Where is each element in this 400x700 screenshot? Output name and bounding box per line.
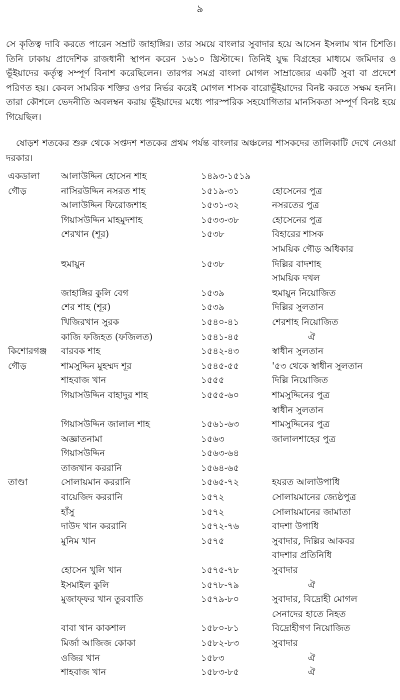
- row-note: নসরতের পুত্র: [272, 201, 320, 212]
- row-years: ১৫৬১-৬৩: [201, 420, 240, 431]
- row-ruler-name: শাহবাজ খান: [61, 376, 107, 387]
- row-note: ঐ: [308, 580, 316, 591]
- row-years: ১৫৭২-৭৬: [201, 522, 240, 533]
- row-ruler-name: হাঁসু: [61, 507, 75, 518]
- row-years: ১৫৭৮-৭৯: [201, 580, 240, 591]
- table-row: [8, 535, 396, 550]
- row-years: ১৫১৯-৩১: [201, 186, 240, 197]
- table-row: [8, 185, 396, 200]
- row-years: ১৫৭৯-৮০: [201, 595, 240, 606]
- table-row: [8, 476, 396, 491]
- row-note: হোসেনের পুত্র: [272, 186, 323, 197]
- row-years: ১৫৮৩: [201, 653, 225, 664]
- row-years: ১৫৬৪-৬৫: [201, 463, 240, 474]
- row-years: ১৫৭৫: [201, 536, 225, 547]
- table-row: [8, 637, 396, 652]
- table-row: [8, 506, 396, 521]
- row-years: ১৫৭৫-৭৮: [201, 566, 240, 577]
- row-note: সুবাদার, দিল্লির আকবর: [272, 536, 355, 547]
- row-ruler-name: আলাউদ্দিন হোসেন শাহ: [61, 172, 147, 182]
- row-years: ১৫৩৩-৩৮: [201, 215, 240, 226]
- row-ruler-name: ইসমাইল কুলি: [61, 580, 110, 591]
- row-ruler-name: কাজি ফজিহত (ফজিলত): [61, 332, 153, 343]
- list-intro-paragraph: ষোড়শ শতকের শুরু থেকে সপ্তদশ শতকের প্রথম পর্যন্ত বাংলার অঞ্চলের শাসকদের তালিকাটি দেখে নেওয়া দরকার।: [6, 139, 396, 164]
- row-note: স্বাধীন সুলতান: [272, 405, 324, 416]
- row-note: বাদশা উপাধি: [272, 522, 319, 533]
- row-ruler-name: গিয়াসউদ্দিন জালাল শাহ: [61, 420, 151, 431]
- row-ruler-name: দাউদ খান কররানি: [61, 522, 127, 533]
- row-ruler-name: শামসুদ্দিন মুহম্মদ শূর: [61, 361, 132, 372]
- row-note: হুমায়ুন নিয়োজিত: [272, 288, 336, 299]
- row-ruler-name: তাজখান কররানি: [61, 463, 122, 474]
- table-row: [8, 287, 396, 302]
- row-ruler-name: খিজিরখান সুরক: [61, 317, 120, 328]
- row-years: ১৫৫৫-৬০: [201, 390, 240, 401]
- row-note: বাদশার প্রতিনিধি: [272, 551, 332, 562]
- row-ruler-name: গিয়াসউদ্দিন মাহমুদশাহ: [61, 215, 143, 226]
- row-ruler-name: শের শাহ (শূর): [61, 303, 111, 314]
- row-years: ১৫৬৩-৬৪: [201, 449, 240, 460]
- row-ruler-name: জাহাঙ্গির কুলি বেগ: [61, 288, 129, 299]
- row-ruler-name: হুমায়ুন: [61, 259, 86, 270]
- row-place: গৌড়: [8, 361, 27, 372]
- table-row: [8, 243, 396, 258]
- row-ruler-name: অজ্ঞাতনামা: [61, 434, 103, 445]
- table-row: [8, 331, 396, 346]
- row-note: '৫৩ থেকে স্বাধীন সুলতান: [272, 361, 363, 372]
- table-row: [8, 462, 396, 477]
- table-row: [8, 199, 396, 214]
- table-row: [8, 345, 396, 360]
- row-place: একডালা: [8, 172, 40, 182]
- row-note: শেরশাহ নিয়োজিত: [272, 317, 339, 328]
- row-note: হযরত আলাউপাধি: [272, 478, 340, 489]
- row-years: ১৫৮৩-৮৫: [201, 668, 240, 679]
- row-ruler-name: শাহবাজ খান: [61, 668, 107, 679]
- row-years: ১৫৪২-৪৩: [201, 347, 240, 358]
- row-note: দিল্লি নিয়োজিত: [272, 376, 328, 387]
- table-row: [8, 374, 396, 389]
- table-row: [8, 170, 396, 185]
- row-years: ১৫৫৫: [201, 376, 225, 387]
- row-years: ১৫৭২: [201, 507, 225, 518]
- table-row: [8, 316, 396, 331]
- table-row: [8, 608, 396, 623]
- row-ruler-name: বাবা খান কাকশাল: [61, 624, 126, 635]
- rulers-table: [8, 170, 396, 681]
- table-row: [8, 404, 396, 419]
- row-note: সুবাদার, বিদ্রোহী মোগল: [272, 595, 358, 606]
- table-row: [8, 491, 396, 506]
- row-ruler-name: বারবক শাহ: [61, 347, 101, 358]
- row-note: শামসুদ্দিনের পুত্র: [272, 420, 330, 431]
- row-ruler-name: সোলায়মান কররানি: [61, 478, 131, 489]
- row-note: দিল্লির সুলতান: [272, 303, 324, 314]
- table-row: [8, 447, 396, 462]
- row-note: সাময়িক গৌড় অধিকার: [272, 244, 354, 255]
- table-row: [8, 272, 396, 287]
- row-ruler-name: মির্জা আজিজ কোকা: [61, 639, 136, 649]
- table-row: [8, 228, 396, 243]
- table-row: [8, 520, 396, 535]
- row-years: ১৫৪০-৪১: [201, 317, 240, 328]
- table-row: [8, 622, 396, 637]
- row-note: জালালশাহের পুত্র: [272, 434, 336, 445]
- row-years: ১৪৯৩-১৫১৯: [201, 172, 251, 182]
- table-row: [8, 258, 396, 273]
- row-note: দিল্লির বাদশাহ: [272, 259, 322, 270]
- row-note: সুবাদার: [272, 639, 298, 649]
- row-note: সোলায়মানের জামাতা: [272, 507, 351, 518]
- row-place: তাণ্ডা: [8, 478, 28, 489]
- table-row: [8, 214, 396, 229]
- row-years: ১৫৬৫-৭২: [201, 478, 240, 489]
- row-note: বিদ্রোহীগণ নিয়োজিত: [272, 624, 351, 635]
- table-row: [8, 666, 396, 681]
- row-note: সোলায়মানের জ্যেষ্ঠপুত্র: [272, 493, 357, 504]
- row-note: বিহারের শাসক: [272, 230, 324, 241]
- row-note: সুবাদার: [272, 566, 298, 577]
- row-ruler-name: গিয়াসউদ্দিন বাহাদুর শাহ: [61, 390, 148, 401]
- table-row: [8, 301, 396, 316]
- row-years: ১৫৩৯: [201, 288, 225, 299]
- row-ruler-name: আলাউদ্দিন ফিরোজশাহ: [61, 201, 147, 212]
- intro-paragraph: সে কৃতিত্ব দাবি করতে পারেন সম্রাট জাহাঙ্গির। তার সময়ে বাংলার সুবাদার হয়ে আসেন ইসলাম খান চিশতি। তিনি ঢাকায় প্রাদেশিক রাজধানী স্থাপন করেন ১৬১০ খ্রিস্টাব্দে। তিনিই যুদ্ধ বিগ্রহের মাধ্যমে জমিদার ও ভূঁইয়াদের কর্তৃত্ব সম্পূর্ণ বিনাশ করেছিলেন। তারপর সমগ্র বাংলা মোগল সাম্রাজ্যের একটি সুবা বা প্রদেশে পরিণত হয়। কেবল সামরিক শক্তির ওপর নির্ভর করেই মোগল শাসক বারোভূঁইয়াদের বিনষ্ট করতে সক্ষম হননি। তারা কৌশলে ভেদনীতি অবলম্বন করায় ভূঁইয়াদের মধ্যে পারস্পরিক সহযোগিতার মানসিকতা সম্পূর্ণ বিনষ্ট হয়ে গিয়েছিল।: [6, 40, 396, 123]
- table-row: [8, 549, 396, 564]
- table-row: [8, 433, 396, 448]
- row-ruler-name: মুজাফ্ফর খান তুরবাতি: [61, 595, 143, 606]
- page-number: ৯: [196, 4, 204, 15]
- row-note: ঐ: [308, 653, 316, 664]
- row-note: স্বাধীন সুলতান: [272, 347, 324, 358]
- table-row: [8, 579, 396, 594]
- row-note: শামসুদ্দিনের পুত্র: [272, 390, 330, 401]
- table-row: [8, 593, 396, 608]
- row-ruler-name: গিয়াসউদ্দিন: [61, 449, 105, 460]
- row-note: ঐ: [308, 668, 316, 679]
- row-years: ১৫৩৯: [201, 303, 225, 314]
- row-note: ঐ: [308, 332, 316, 343]
- row-ruler-name: মুনিম খান: [61, 536, 96, 547]
- table-row: [8, 652, 396, 667]
- row-years: ১৫৩৮: [201, 259, 225, 270]
- table-row: [8, 418, 396, 433]
- row-years: ১৫৭২: [201, 493, 225, 504]
- table-row: [8, 360, 396, 375]
- row-note: সেনাদের হাতে নিহত: [272, 609, 346, 620]
- table-row: [8, 389, 396, 404]
- row-years: ১৫৮২-৮৩: [201, 639, 240, 649]
- table-row: [8, 564, 396, 579]
- row-note: সাময়িক দখল: [272, 274, 320, 285]
- row-ruler-name: নাসিরউদ্দিন নসরত শাহ: [61, 186, 146, 197]
- row-ruler-name: ওজির খান: [61, 653, 100, 664]
- row-years: ১৫৪৫-৫৫: [201, 361, 240, 372]
- row-ruler-name: শেরখান (শূর): [61, 230, 109, 241]
- row-years: ১৫৩১-৩২: [201, 201, 240, 212]
- row-years: ১৫৬৩: [201, 434, 225, 445]
- row-years: ১৫৪১-৪৫: [201, 332, 240, 343]
- row-ruler-name: বায়েজিদ কররানি: [61, 493, 123, 504]
- row-years: ১৫৩৮: [201, 230, 225, 241]
- row-ruler-name: হোসেন খুলি খান: [61, 566, 122, 577]
- row-note: হোসেনের পুত্র: [272, 215, 323, 226]
- row-place: গৌড়: [8, 186, 27, 197]
- row-place: কিশোরগঞ্জ: [8, 347, 47, 358]
- row-years: ১৫৮০-৮১: [201, 624, 240, 635]
